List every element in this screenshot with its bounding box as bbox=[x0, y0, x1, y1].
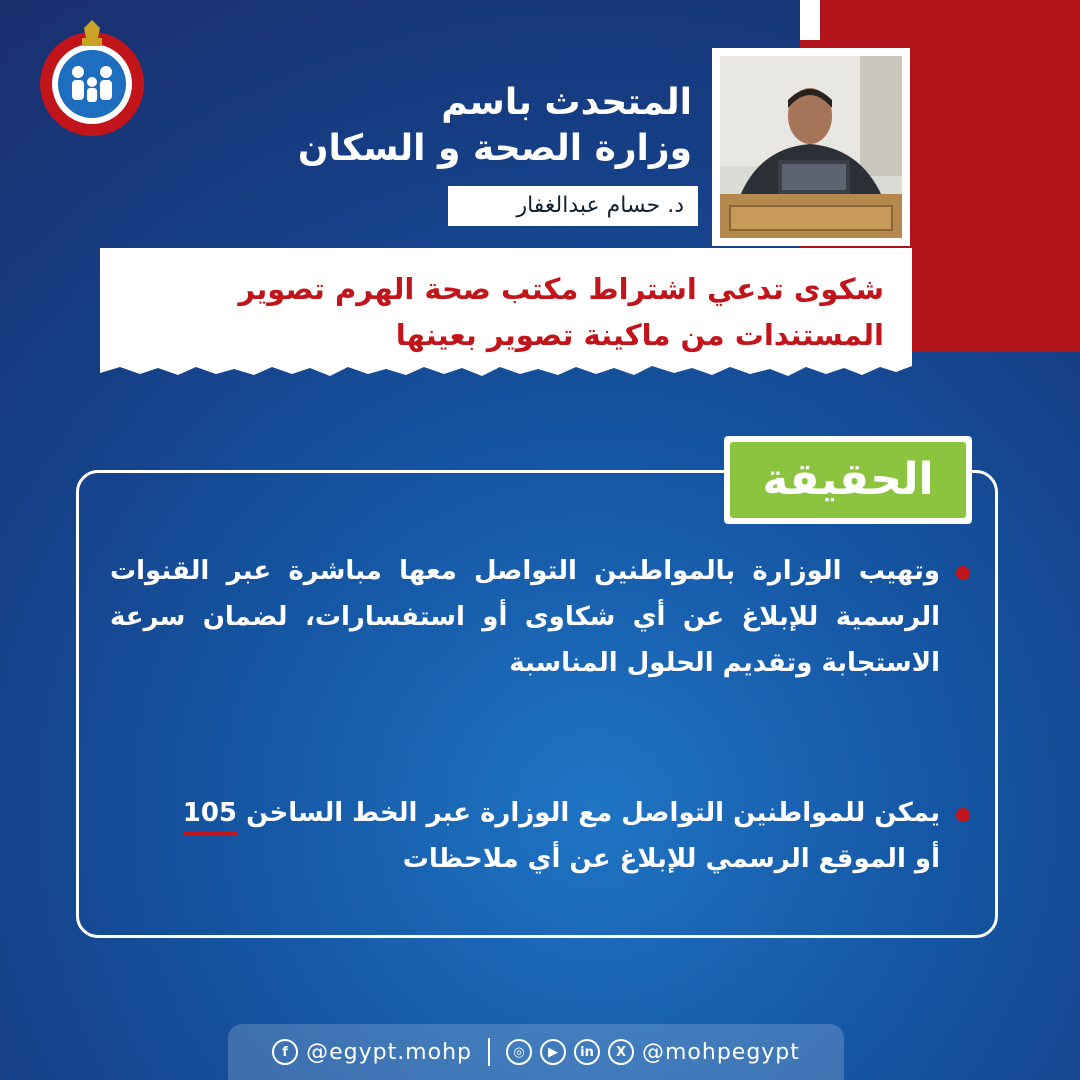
claim-text: شكوى تدعي اشتراط مكتب صحة الهرم تصوير المستندات من ماكينة تصوير بعينها bbox=[238, 272, 884, 352]
footer-divider bbox=[488, 1038, 490, 1066]
fact-bullet-2-after: أو الموقع الرسمي للإبلاغ عن أي ملاحظات bbox=[402, 844, 940, 874]
fact-label bbox=[724, 436, 972, 524]
instagram-icon[interactable]: ◎ bbox=[506, 1039, 532, 1065]
facebook-icon[interactable]: f bbox=[272, 1039, 298, 1065]
claim-box bbox=[100, 248, 912, 380]
youtube-icon[interactable]: ▶ bbox=[540, 1039, 566, 1065]
linkedin-icon[interactable]: in bbox=[574, 1039, 600, 1065]
hotline-number: 105 bbox=[183, 795, 237, 835]
fact-label-text: الحقيقة bbox=[730, 442, 966, 518]
spokesperson-name: د. حسام عبدالغفار bbox=[448, 186, 698, 226]
fact-bullet-2-before: يمكن للمواطنين التواصل مع الوزارة عبر الخط الساخن bbox=[246, 798, 940, 828]
bullet-dot bbox=[956, 808, 970, 822]
spokesperson-title bbox=[298, 80, 692, 172]
social-footer bbox=[228, 1024, 844, 1080]
title-line-2: وزارة الصحة و السكان bbox=[297, 128, 692, 169]
social-handle[interactable]: @mohpegypt bbox=[641, 1039, 800, 1065]
bullet-dot bbox=[956, 566, 970, 580]
facebook-handle[interactable]: @egypt.mohp bbox=[306, 1039, 472, 1065]
fact-bullet-2 bbox=[180, 790, 940, 882]
spokesperson-photo bbox=[712, 48, 910, 246]
title-line-1: المتحدث باسم bbox=[441, 82, 692, 123]
fact-bullet-1-text: وتهيب الوزارة بالمواطنين التواصل معها مباشرة عبر القنوات الرسمية للإبلاغ عن أي شكاوى أو استفسارات، لضمان سرعة الاستجابة وتقديم الحلول المناسبة bbox=[110, 556, 940, 678]
fact-bullet-1 bbox=[110, 548, 940, 686]
x-icon[interactable]: X bbox=[608, 1039, 634, 1065]
ministry-logo bbox=[36, 16, 148, 136]
